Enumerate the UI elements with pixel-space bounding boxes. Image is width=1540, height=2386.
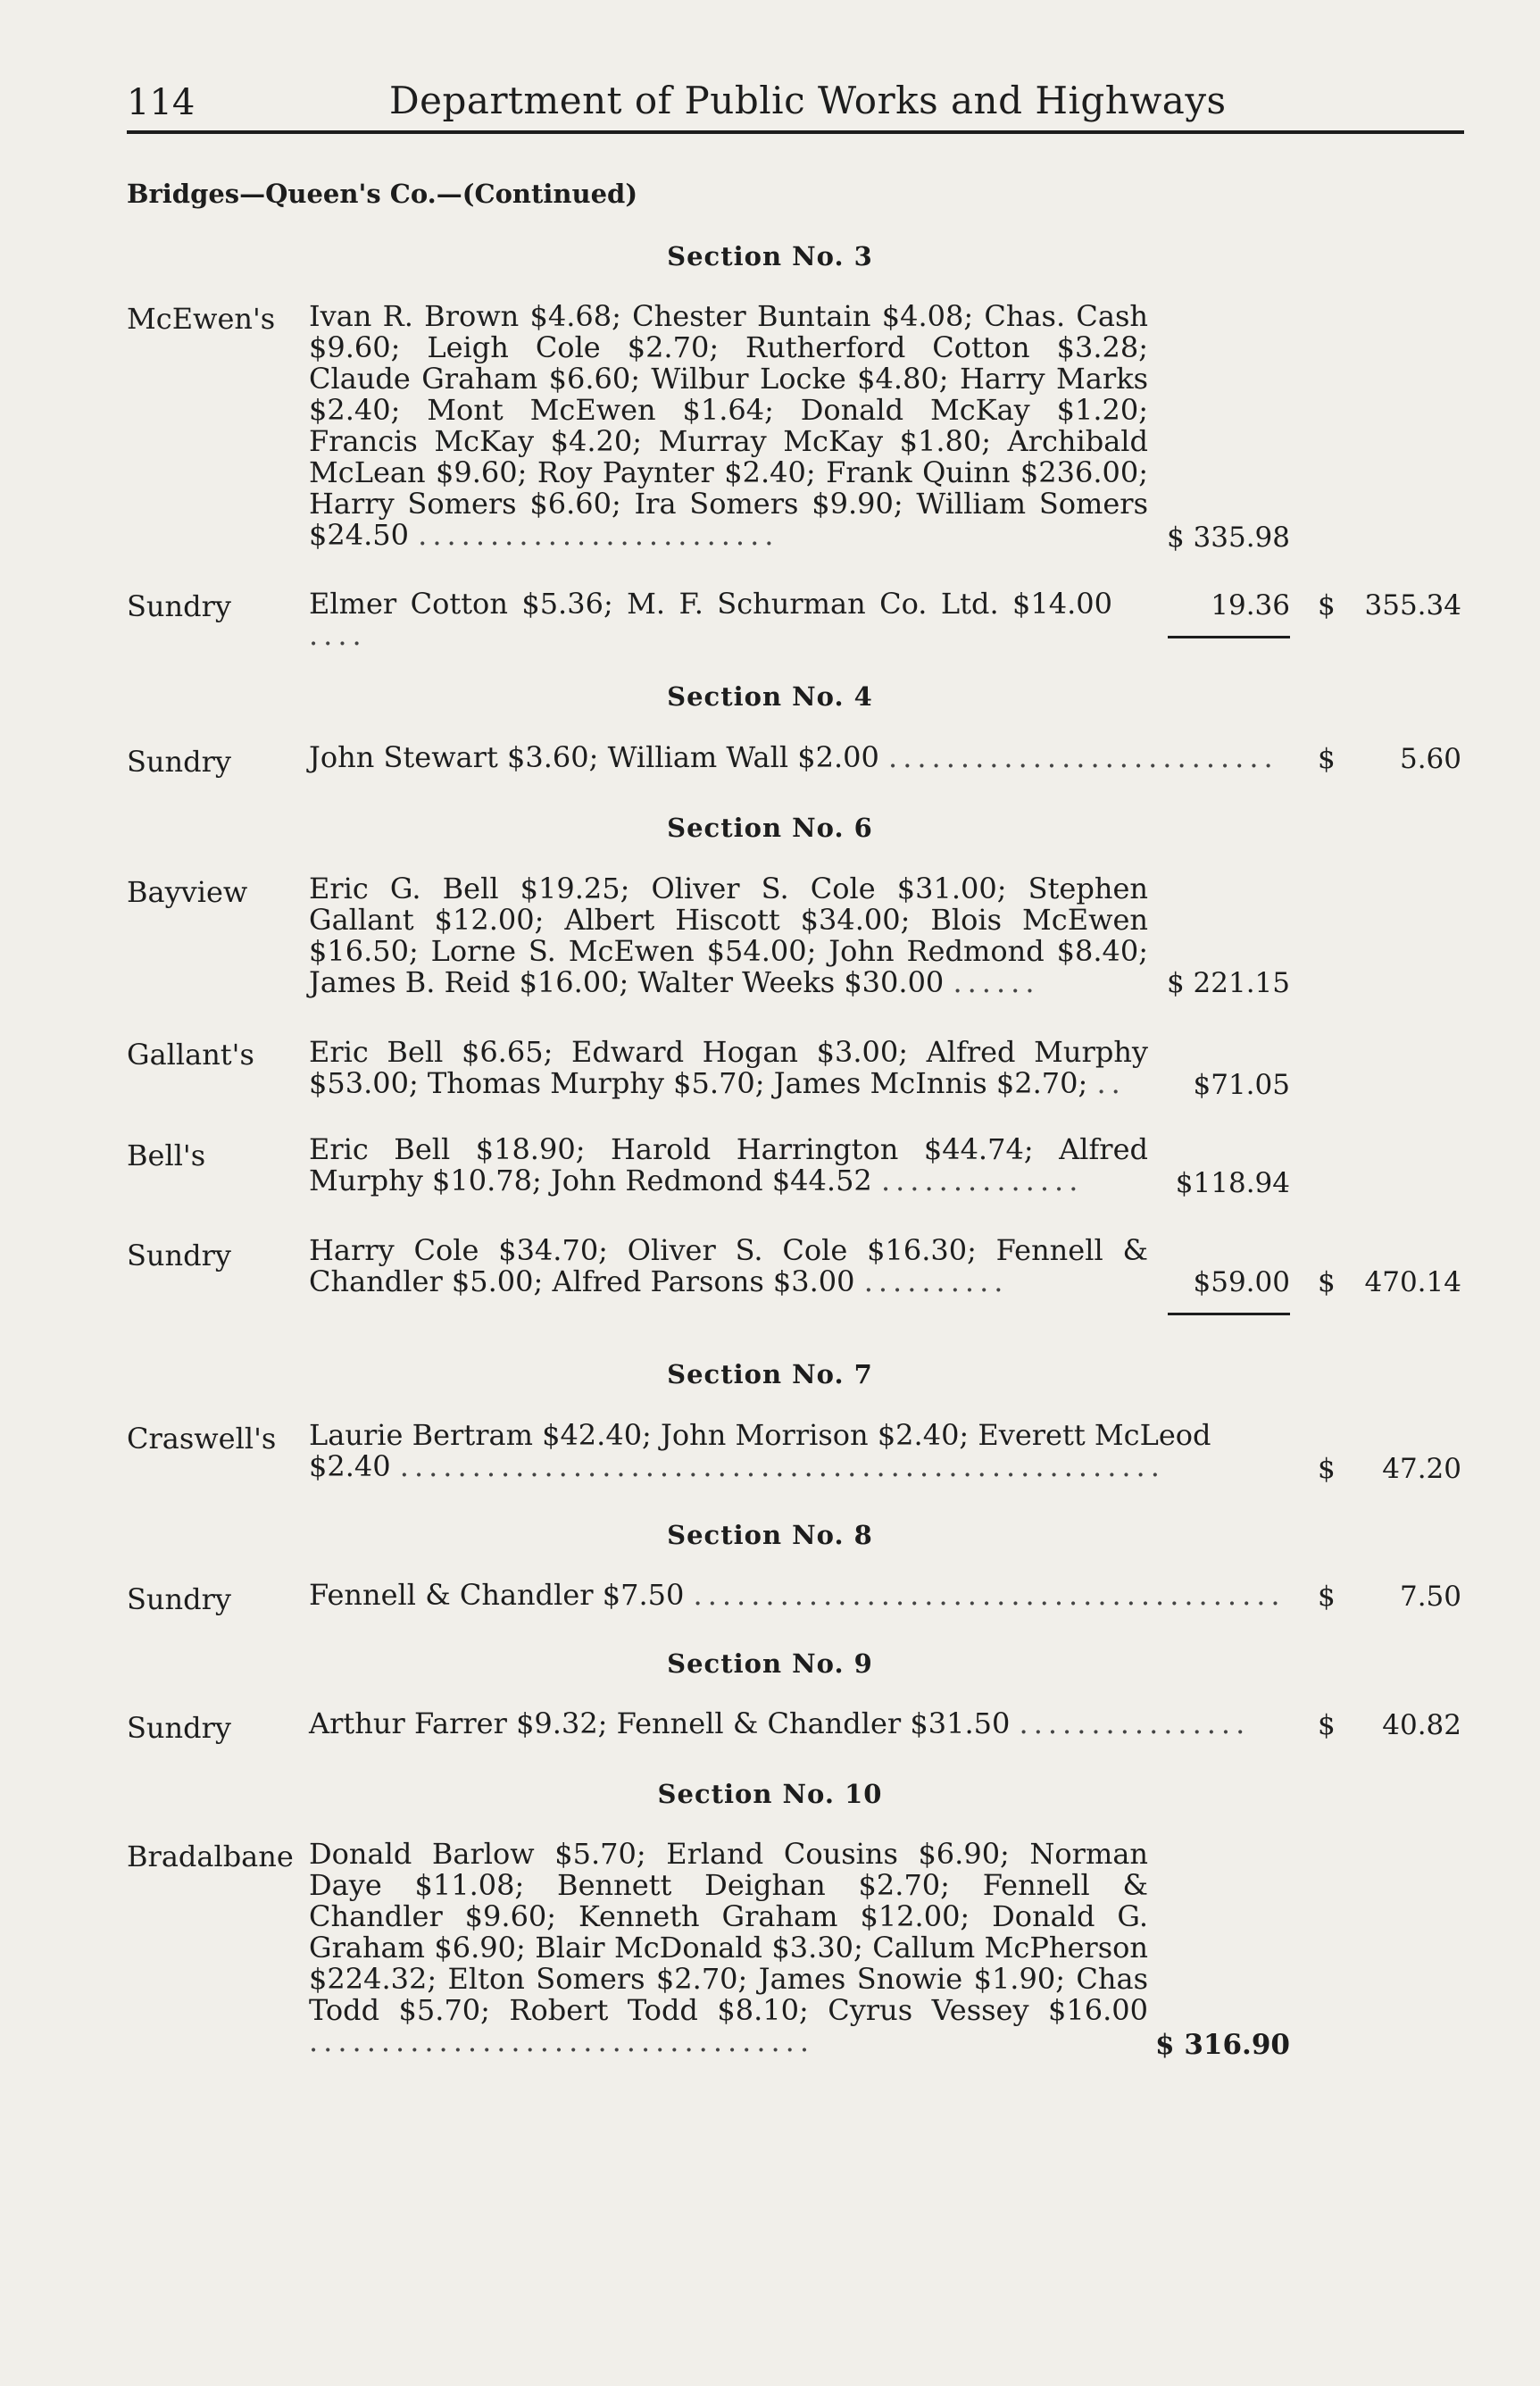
entry-label-sundry-4: Sundry — [127, 745, 231, 779]
section-heading-9: Section No. 9 — [667, 1648, 873, 1679]
entry-label-bradalbane: Bradalbane — [127, 1840, 294, 1873]
subtotal-rule-3 — [1168, 636, 1290, 638]
entry-amount-sundry-6: $59.00 — [1193, 1266, 1290, 1298]
entry-text-sundry-4: John Stewart $3.60; William Wall $2.00 ........................... — [309, 740, 1278, 774]
section-total-4: 5.60 — [1399, 743, 1461, 775]
total-dollar-sign-8: $ — [1318, 1581, 1336, 1613]
entry-text-bells: Eric Bell $18.90; Harold Harrington $44.74; Alfred Murphy $10.78; John Redmond $44.52 .............. — [309, 1132, 1148, 1197]
total-dollar-sign-3: $ — [1318, 589, 1336, 622]
page-header — [127, 73, 1464, 132]
entry-label-sundry-9: Sundry — [127, 1711, 231, 1745]
entry-text-gallants: Eric Bell $6.65; Edward Hogan $3.00; Alfred Murphy $53.00; Thomas Murphy $5.70; James McInnis $2.70; .. — [309, 1035, 1148, 1100]
total-dollar-sign-6: $ — [1318, 1266, 1336, 1298]
total-dollar-sign-4: $ — [1318, 743, 1336, 775]
entry-text-bradalbane: Donald Barlow $5.70; Erland Cousins $6.90; Norman Daye $11.08; Bennett Deighan $2.70; Fennell & Chandler $9.60; Kenneth Graham $12.00; Donald G. Graham $6.90; Blair McDonald $3.30; Callum McPherson $224.32; Elton Somers $2.70; James Snowie $1.90; Chas Todd $5.70; Robert Todd $8.10; Cyrus Vessey $16.00 ................................... — [309, 1837, 1148, 2058]
entry-text-sundry-6: Harry Cole $34.70; Oliver S. Cole $16.30; Fennell & Chandler $5.00; Alfred Parsons $3.00 .......... — [309, 1233, 1148, 1298]
section-heading-4: Section No. 4 — [667, 681, 873, 712]
entry-label-bells: Bell's — [127, 1139, 206, 1172]
running-head: Department of Public Works and Highways — [389, 79, 1227, 122]
section-heading-3: Section No. 3 — [667, 241, 873, 271]
entry-label-craswells: Craswell's — [127, 1422, 277, 1456]
entry-text-sundry-8: Fennell & Chandler $7.50 ......................................... — [309, 1578, 1286, 1612]
entry-text-craswells: Laurie Bertram $42.40; John Morrison $2.40; Everett McLeod $2.40 ..................................................... — [309, 1418, 1211, 1483]
section-heading-6: Section No. 6 — [667, 813, 873, 843]
section-total-7: 47.20 — [1382, 1453, 1461, 1485]
section-total-3: 355.34 — [1364, 589, 1461, 622]
subtotal-rule-6 — [1168, 1313, 1290, 1315]
entry-amount-mcewens: $ 335.98 — [1166, 521, 1290, 554]
entry-label-gallants: Gallant's — [127, 1038, 254, 1072]
entry-label-bayview: Bayview — [127, 875, 248, 909]
page-number: 114 — [127, 82, 196, 123]
section-total-8: 7.50 — [1399, 1581, 1461, 1613]
section-total-6: 470.14 — [1364, 1266, 1461, 1298]
entry-text-sundry-9: Arthur Farrer $9.32; Fennell & Chandler $31.50 ................ — [309, 1706, 1251, 1740]
entry-amount-bells: $118.94 — [1175, 1167, 1290, 1199]
section-total-9: 40.82 — [1382, 1709, 1461, 1741]
entry-text-sundry-3: Elmer Cotton $5.36; M. F. Schurman Co. Ltd. $14.00 .... — [309, 587, 1112, 652]
entry-text-bayview: Eric G. Bell $19.25; Oliver S. Cole $31.00; Stephen Gallant $12.00; Albert Hiscott $34.00; Blois McEwen $16.50; Lorne S. McEwen $54.00; John Redmond $8.40; James B. Reid $16.00; Walter Weeks $30.00 ...... — [309, 872, 1148, 999]
section-heading-8: Section No. 8 — [667, 1520, 873, 1550]
total-dollar-sign-9: $ — [1318, 1709, 1336, 1741]
entry-label-sundry-8: Sundry — [127, 1582, 231, 1616]
entry-label-sundry-3: Sundry — [127, 589, 231, 623]
entry-amount-gallants: $71.05 — [1193, 1069, 1290, 1101]
section-heading-10: Section No. 10 — [657, 1779, 883, 1809]
entry-amount-sundry-3: 19.36 — [1211, 589, 1290, 622]
header-rule — [127, 130, 1464, 134]
entry-text-mcewens: Ivan R. Brown $4.68; Chester Buntain $4.08; Chas. Cash $9.60; Leigh Cole $2.70; Rutherford Cotton $3.28; Claude Graham $6.60; Wilbur Locke $4.80; Harry Marks $2.40; Mont McEwen $1.64; Donald McKay $1.20; Francis McKay $4.20; Murray McKay $1.80; Archibald McLean $9.60; Roy Paynter $2.40; Frank Quinn $236.00; Harry Somers $6.60; Ira Somers $9.90; William Somers $24.50 ......................... — [309, 299, 1148, 552]
entry-amount-bradalbane: $ 316.90 — [1154, 2029, 1290, 2061]
page-title: Bridges—Queen's Co.—(Continued) — [127, 179, 638, 209]
section-heading-7: Section No. 7 — [667, 1359, 873, 1389]
entry-amount-bayview: $ 221.15 — [1166, 967, 1290, 999]
entry-label-sundry-6: Sundry — [127, 1239, 231, 1272]
total-dollar-sign-7: $ — [1318, 1453, 1336, 1485]
entry-label-mcewens: McEwen's — [127, 302, 276, 336]
